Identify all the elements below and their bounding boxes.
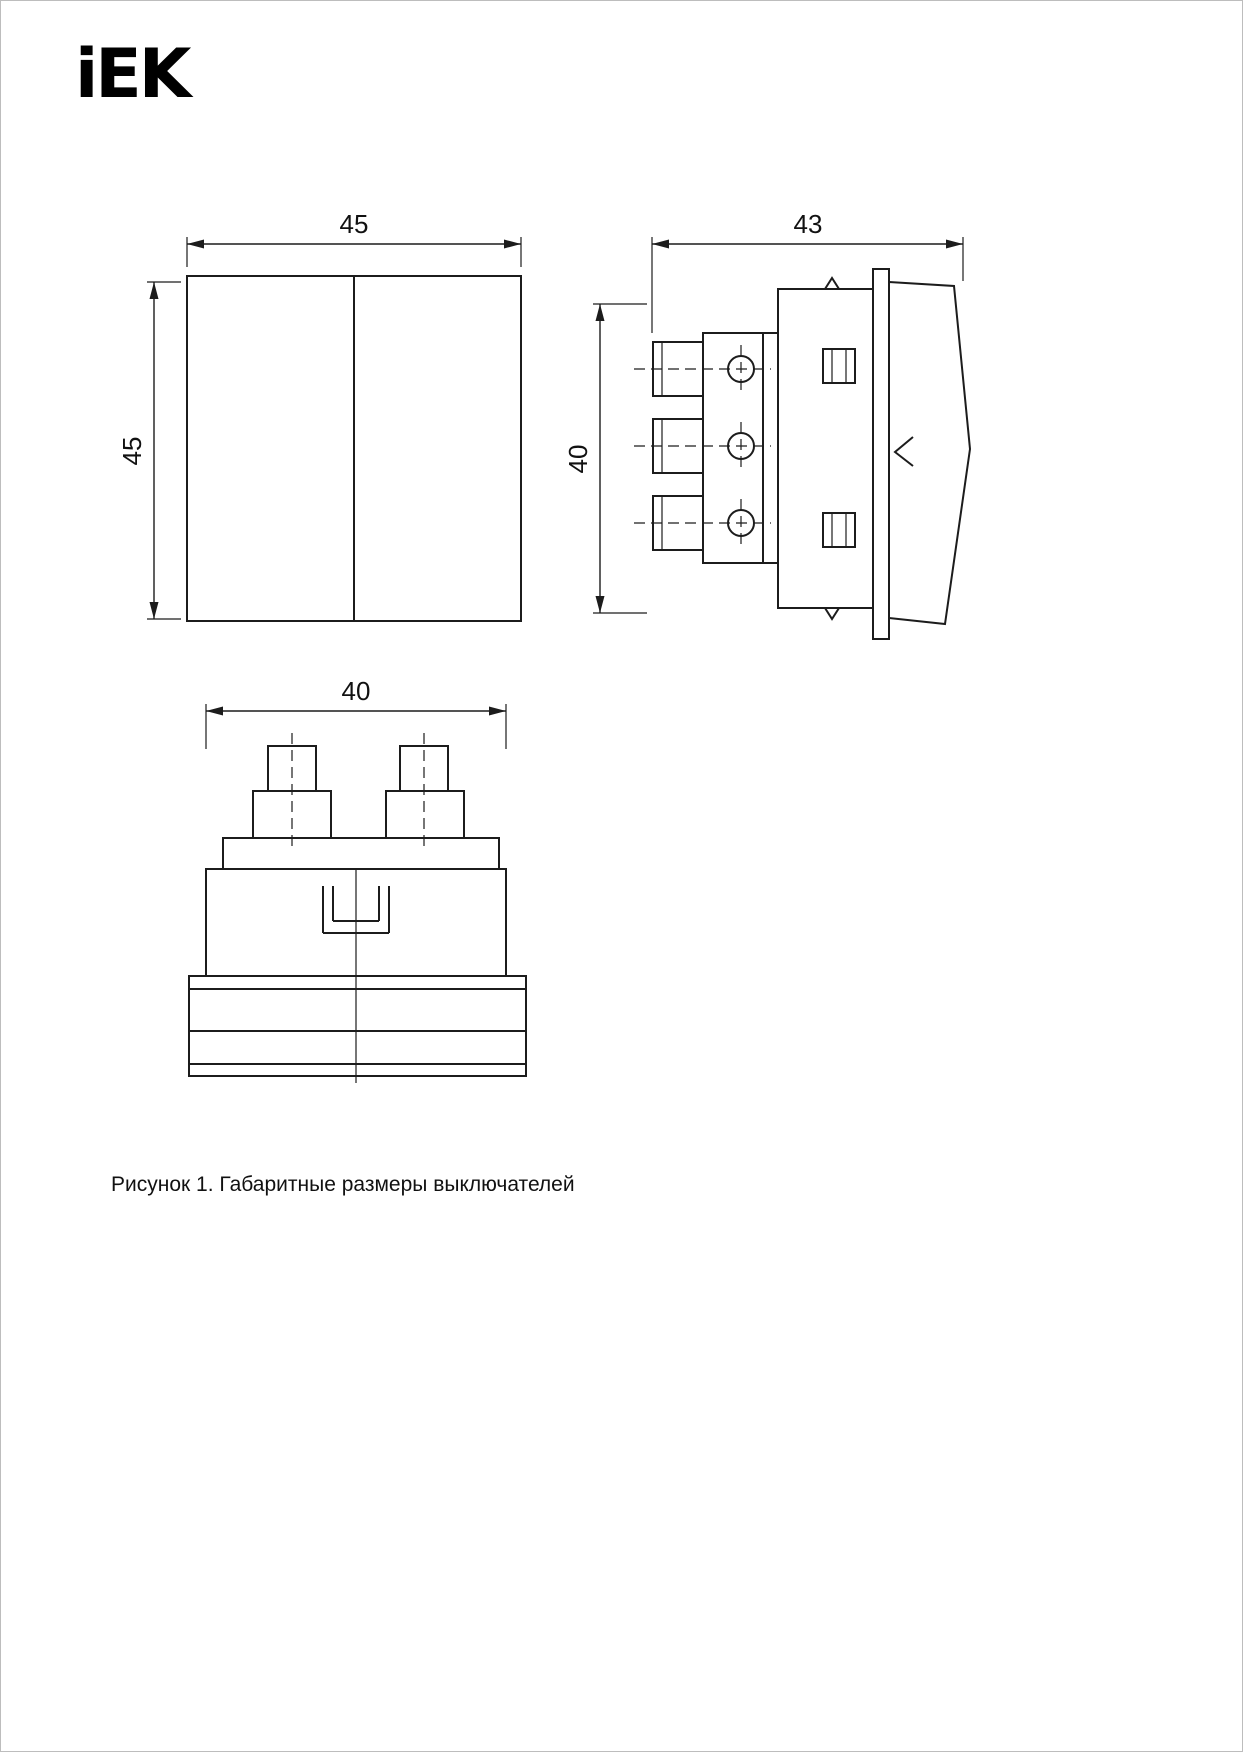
arrowhead <box>652 240 669 249</box>
arrowhead <box>596 304 605 321</box>
bottom-width-dimension <box>206 676 506 749</box>
arrowhead <box>596 596 605 613</box>
arrowhead <box>150 282 159 299</box>
arrowhead <box>187 240 204 249</box>
rocker-pivot-mark <box>895 437 913 466</box>
dimension-label: 40 <box>341 676 371 706</box>
terminal-bump-outer <box>253 791 331 838</box>
terminal-bump-outer <box>386 791 464 838</box>
logo-text: iEK <box>75 35 189 114</box>
bottom-view <box>189 733 526 1083</box>
figure-caption: Рисунок 1. Габаритные размеры выключателей <box>111 1173 575 1196</box>
dimension-label: 45 <box>339 209 369 239</box>
dimension-label: 40 <box>563 444 593 474</box>
face-plate <box>873 269 889 639</box>
mounting-frame <box>778 289 873 608</box>
arrowhead <box>946 240 963 249</box>
claw-tooth <box>825 278 839 289</box>
arrowhead <box>150 602 159 619</box>
claw-tooth <box>825 608 839 619</box>
dimension-label: 45 <box>117 436 147 466</box>
base-frame <box>189 976 526 1076</box>
front-view <box>187 276 521 621</box>
arrowhead <box>489 707 506 716</box>
arrowhead <box>504 240 521 249</box>
screw-slot <box>823 349 855 383</box>
side-view <box>634 269 970 639</box>
screw-slot <box>823 513 855 547</box>
rocker-key <box>889 282 970 624</box>
front-width-dimension <box>187 209 521 267</box>
side-height-dimension <box>563 304 647 613</box>
technical-drawing <box>1 1 1243 1752</box>
front-height-dimension <box>117 282 181 619</box>
side-width-dimension <box>652 209 963 333</box>
upper-plate <box>223 838 499 869</box>
arrowhead <box>206 707 223 716</box>
dimension-label: 43 <box>793 209 823 239</box>
